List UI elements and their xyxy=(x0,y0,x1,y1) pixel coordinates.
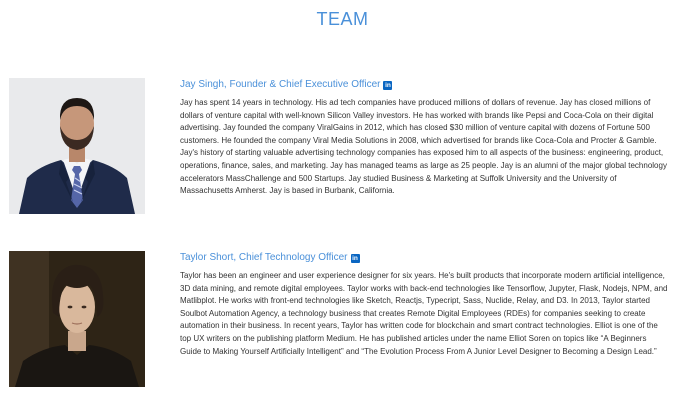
member-bio: Taylor has been an engineer and user experience designer for six years. He's built products that incorporate modern artificial intelligence, 3D data mining, and remote digital employees. Taylor works with back-end technologies like Tensorflow, Jupyter, Flask, Nodejs, NPM, and Matlibplot. He works with front-end technologies like Sketch, Reactjs, Typecript, Sass, Nuclide, Relay, and D3. In 2013, Taylor started Soulbot Automation Agency, a technology business that creates Remote Digital Employees (RDEs) for companies seeking to create automation in their business. In recent years, Taylor has written code for blockchain and smart contract technologies. Elliot is one of the top UX writers on the publishing platform Medium. He has published articles under the name Elliot Soren on topics like “A Beginners Guide to Making Yourself Artificially Intelligent” and “The Evolution Process From A Junior Level Designer to Becoming a Design Lead.” xyxy=(180,271,668,356)
linkedin-icon[interactable]: in xyxy=(385,81,391,89)
page-title: TEAM xyxy=(316,9,369,29)
member-name-line xyxy=(180,78,668,92)
member-name: Taylor Short, Chief Technology Officer xyxy=(180,252,348,263)
member-photo xyxy=(9,78,145,214)
member-info xyxy=(180,78,668,198)
member-bio: Jay has spent 14 years in technology. His ad tech companies have produced millions of dollars of revenue. Jay has closed millions of dollars of venture capital with well-known Silicon Valley investors. He has worked with brands like Pepsi and Coca-Cola on their digital advertising. Jay founded the company ViralGains in 2012, which has closed $30 million of venture capital with dozens of Fortune 500 customers. He founded the company Viral Media Solutions in 2008, which advertised for brands like Coca-Cola and Procter & Gamble. Jay's history of starting valuable advertising technology companies has exposed him to all aspects of the business: engineering, product, operations, finance, sales, and marketing. Jay has managed teams as large as 25 people. Jay is an alumni of the major global technology accelerators MassChallenge and 500 Startups. Jay studied Business & Marketing at Suffolk University and the University of Massachusetts Amherst. Jay is based in Burbank, California. xyxy=(180,98,667,196)
member-info xyxy=(180,251,668,358)
member-photo xyxy=(9,251,145,387)
member-name: Jay Singh, Founder & Chief Executive Officer xyxy=(180,79,381,90)
linkedin-icon[interactable]: in xyxy=(352,254,358,262)
member-name-line xyxy=(180,251,668,265)
